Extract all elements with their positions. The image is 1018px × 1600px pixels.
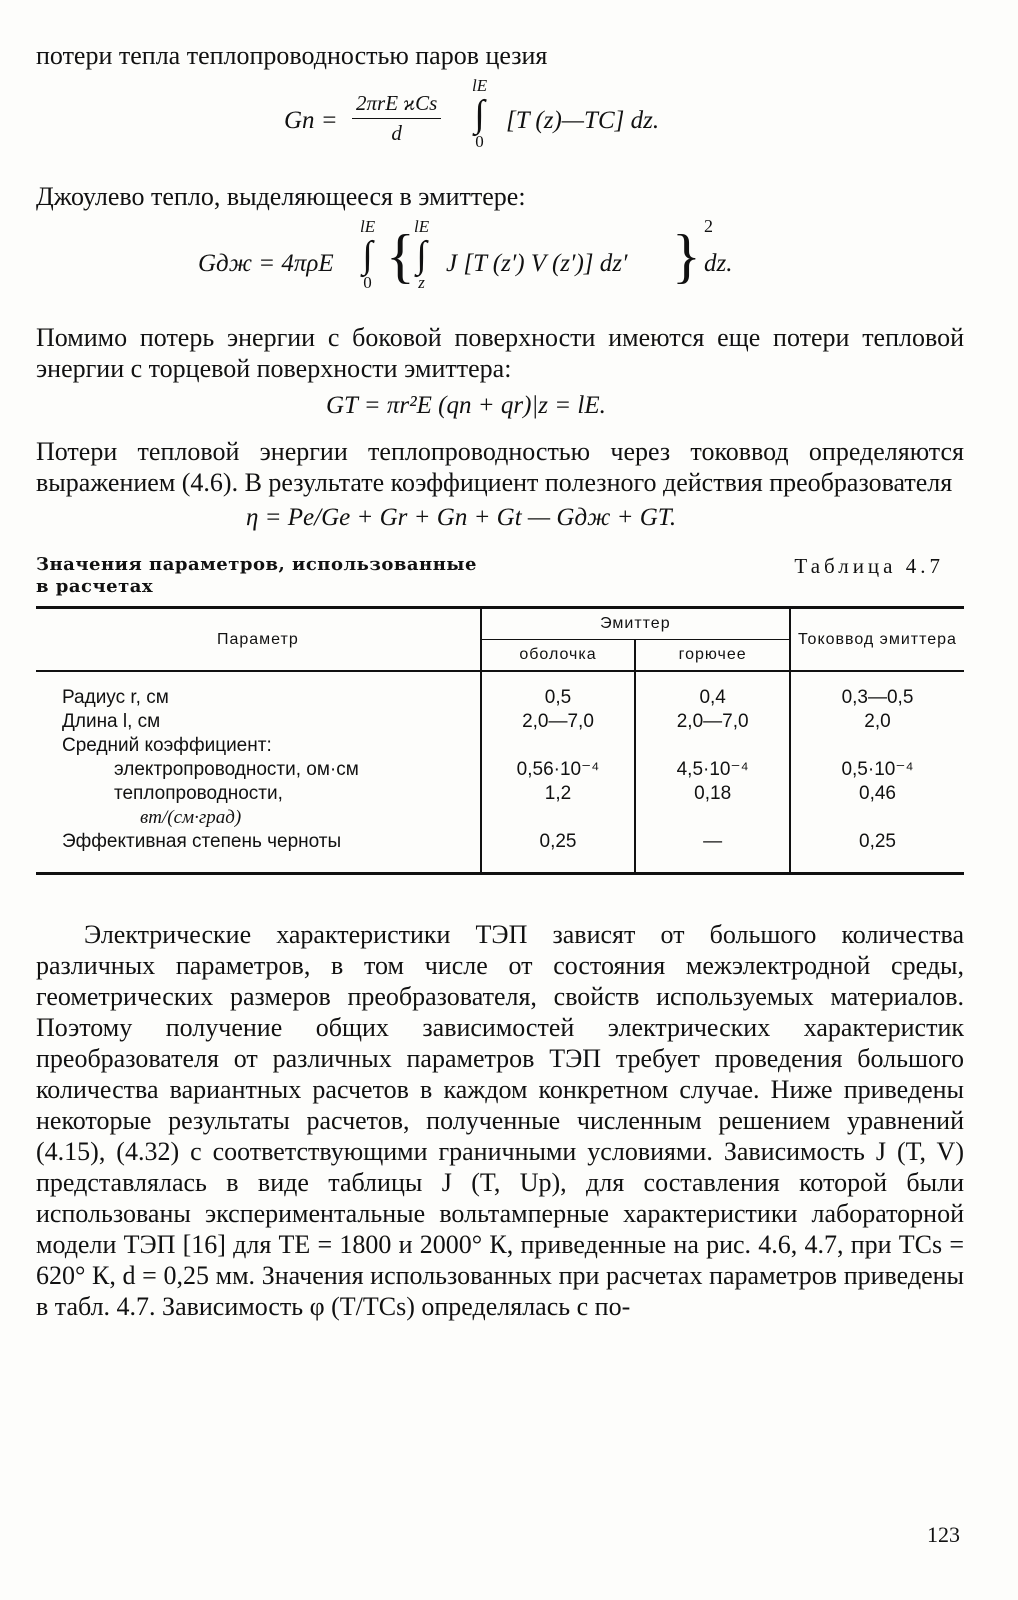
row-name: теплопроводности,	[114, 783, 283, 804]
cell-fuel: 2,0—7,0	[635, 710, 790, 734]
formula-g-dzh-body: J [T (z′) V (z′)] dz′	[446, 250, 628, 277]
cell-shell	[481, 734, 636, 758]
table-title	[36, 554, 477, 598]
paragraph-joule: Джоулево тепло, выделяющееся в эмиттере:	[36, 182, 526, 211]
table-caption	[36, 554, 964, 598]
formula-g-dzh-outer-lower: 0	[363, 273, 372, 292]
header-fuel: горючее	[635, 640, 790, 672]
cell-fuel	[635, 806, 790, 830]
cell-shell: 0,56·10⁻⁴	[481, 758, 636, 782]
cell-lead: 0,25	[790, 830, 964, 854]
left-brace-icon: {	[386, 223, 415, 289]
table-number: Таблица 4.7	[794, 554, 944, 578]
table-row	[36, 686, 964, 710]
table-row	[36, 734, 964, 758]
table-title-line-1: Значения параметров, использованные	[36, 554, 477, 575]
cell-fuel: 0,4	[635, 686, 790, 710]
paragraph-intro: потери тепла теплопроводностью паров цезия	[36, 41, 548, 70]
formula-g-dzh-tail: dz.	[704, 250, 733, 277]
formula-g-p-denominator: d	[391, 121, 402, 145]
cell-fuel	[635, 734, 790, 758]
cell-lead: 0,46	[790, 782, 964, 806]
formula-g-t-text: GT = πr²E (qп + qr)|z = lE.	[326, 392, 606, 419]
formula-g-dzh	[36, 212, 964, 322]
formula-g-dzh-inner-upper: lE	[414, 217, 430, 236]
page-body	[36, 40, 964, 1322]
formula-g-dzh-power: 2	[704, 216, 713, 236]
row-name: Радиус r, см	[62, 687, 169, 708]
cell-lead	[790, 734, 964, 758]
formula-g-p-numerator: 2πrE ϰCs	[352, 91, 441, 119]
cell-shell: 0,25	[481, 830, 636, 854]
paragraph-electrical: Электрические характеристики ТЭП зависят от большого количества различных параметров, в том числе от состояния межэлектродной среды, геометрических размеров преобразователя, свойств используемых материалов. Поэтому получение общих зависимостей электрических характеристик преобразователя от различных параметров ТЭП требует проведения большого количества вариантных расчетов в каждом конкретном случае. Ниже приведены некоторые результаты расчетов, полученные численным решением уравнений (4.15), (4.32) с соответствующими граничными условиями. Зависимость J (T, V) представлялась в виде таблицы J (T, Up), для составления которой были использованы экспериментальные вольтамперные характеристики лабораторной модели ТЭП [16] для TE = 1800 и 2000° К, приведенные на рис. 4.6, 4.7, при TCs = 620° К, d = 0,25 мм. Значения использованных при расчетах параметров приведены в табл. 4.7. Зависимость φ (T/TCs) определялась с по-	[36, 920, 964, 1321]
table-row	[36, 830, 964, 854]
formula-g-p-lhs: Gп =	[284, 107, 338, 134]
formula-g-p	[36, 71, 964, 181]
cell-fuel: 0,18	[635, 782, 790, 806]
formula-g-p-upper-limit: lE	[472, 76, 488, 95]
cell-lead	[790, 806, 964, 830]
right-brace-icon: }	[672, 223, 701, 289]
header-shell: оболочка	[481, 640, 636, 672]
table-title-line-2: в расчетах	[36, 576, 154, 597]
formula-g-dzh-inner-integral	[414, 218, 429, 292]
formula-eta	[36, 498, 964, 544]
paragraph-efficiency: Потери тепловой энергии теплопроводностью через токоввод определяются выражением (4.6). В результате коэффициент полезного действия преобразователя	[36, 437, 964, 497]
table-row	[36, 782, 964, 806]
row-name: вт/(см·град)	[140, 807, 242, 828]
row-name: Средний коэффициент:	[62, 735, 272, 756]
integral-sign-icon: ∫	[416, 234, 427, 276]
cell-lead: 0,3—0,5	[790, 686, 964, 710]
page-number: 123	[927, 1522, 960, 1547]
formula-g-p-fraction	[352, 91, 441, 146]
table-row	[36, 806, 964, 830]
header-emitter: Эмиттер	[481, 608, 790, 640]
cell-shell: 2,0—7,0	[481, 710, 636, 734]
formula-g-dzh-inner-lower: z	[418, 273, 425, 292]
formula-eta-text: η = Pe/Ge + Gr + Gп + Gt — Gдж + GT.	[246, 504, 677, 531]
formula-g-dzh-outer-integral	[360, 218, 375, 292]
row-name: Длина l, см	[62, 711, 161, 732]
integral-sign-icon: ∫	[362, 234, 373, 276]
formula-g-p-integral	[472, 77, 487, 151]
cell-fuel: —	[635, 830, 790, 854]
formula-g-dzh-lhs: Gдж = 4πρE	[198, 250, 334, 277]
table-row	[36, 710, 964, 734]
header-lead: Токоввод эмиттера	[790, 608, 964, 672]
cell-shell: 1,2	[481, 782, 636, 806]
table-row	[36, 758, 964, 782]
formula-g-t	[36, 384, 964, 436]
paragraph-end-losses: Помимо потерь энергии с боковой поверхности имеются еще потери тепловой энергии с торцевой поверхности эмиттера:	[36, 323, 964, 383]
integral-sign-icon: ∫	[474, 93, 485, 135]
cell-shell	[481, 806, 636, 830]
row-name: электропроводности, ом·см	[114, 759, 359, 780]
cell-lead: 2,0	[790, 710, 964, 734]
formula-g-dzh-outer-upper: lE	[360, 217, 376, 236]
formula-g-p-lower-limit: 0	[475, 132, 484, 151]
header-param: Параметр	[36, 608, 481, 672]
cell-lead: 0,5·10⁻⁴	[790, 758, 964, 782]
parameters-table	[36, 606, 964, 875]
cell-shell: 0,5	[481, 686, 636, 710]
formula-g-p-body: [T (z)—TC] dz.	[506, 107, 660, 134]
row-name: Эффективная степень черноты	[62, 831, 342, 852]
cell-fuel: 4,5·10⁻⁴	[635, 758, 790, 782]
